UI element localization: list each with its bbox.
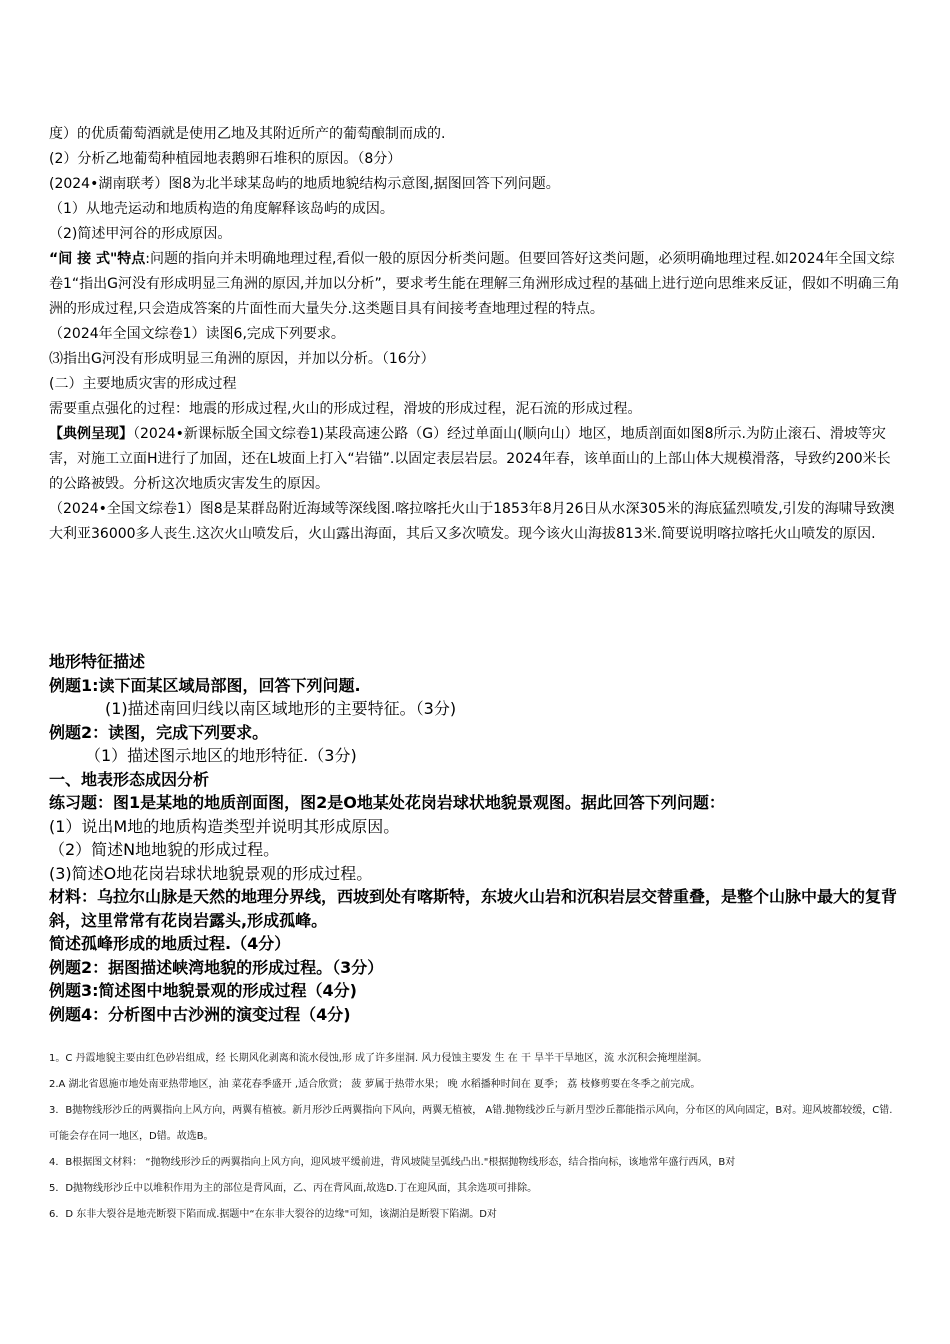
question-line: （1）描述图示地区的地形特征.（3分) <box>85 746 357 765</box>
answer-line: 2.A 湖北省恩施市地处南亚热带地区，油 菜花春季盛开 ,适合欣赏； 菠 萝属于热带水果； 晚 水稻播种时间在 夏季； 荔 枝修剪要在冬季之前完成。 <box>49 1079 701 1090</box>
question-line: 例题3:简述图中地貌景观的形成过程（4分) <box>49 981 357 1000</box>
text-line: 度）的优质葡萄酒就是使用乙地及其附近所产的葡萄酿制而成的. <box>49 126 446 142</box>
answer-line: 6．D 东非大裂谷是地壳断裂下陷而成.据题中“在东非大裂谷的边缘"可知，该湖泊是断裂下陷湖。D对 <box>49 1209 497 1220</box>
question-line: 简述孤峰形成的地质过程.（4分） <box>49 934 291 953</box>
text-line: 需要重点强化的过程：地震的形成过程,火山的形成过程，滑坡的形成过程，泥石流的形成过程。 <box>49 401 642 417</box>
answer-line: 1。C 丹霞地貌主要由红色砂岩组成，经 长期风化剥离和流水侵蚀,形 成了许多崖洞. 风力侵蚀主要发 生 在 干 旱半干旱地区，流 水沉积会掩埋崖洞。 <box>49 1053 708 1064</box>
text-line: (2024•湖南联考）图8为北半球某岛屿的地质地貌结构示意图,据图回答下列问题。 <box>49 176 560 192</box>
section-answers <box>49 1046 901 1228</box>
question-line: (1)描述南回归线以南区域地形的主要特征。（3分) <box>105 699 457 718</box>
paragraph-example <box>49 422 901 497</box>
paragraph-text: （2024•新课标版全国文综卷1)某段高速公路（G）经过单面山(顺向山）地区，地质剖面如图8所示.为防止滚石、滑坡等灾害，对施工立面H进行了加固，还在L坡面上打入“岩锚”.以固定表层岩层。2024年春，该单面山的上部山体大规模滑落，导致约200米长的公路被毁。分析这次地质灾害发生的原因。 <box>49 426 891 492</box>
question-line: 例题1:读下面某区域局部图，回答下列问题. <box>49 675 361 695</box>
paragraph-volcano: （2024•全国文综卷1）图8是某群岛附近海域等深线图.喀拉喀托火山于1853年8月26日从水深305米的海底猛烈喷发,引发的海啸导致澳大利亚36000多人丧生.这次火山喷发后，火山露出海面，其后又多次喷发。现今该火山海拔813米.简要说明喀拉喀托火山喷发的原因. <box>49 501 895 542</box>
text-line: （1）从地壳运动和地质构造的角度解释该岛屿的成因。 <box>49 201 394 217</box>
paragraph-indirect <box>49 247 901 322</box>
question-line: 例题4：分析图中古沙洲的演变过程（4分) <box>49 1004 351 1024</box>
question-line: (3)简述O地花岗岩球状地貌景观的形成过程。 <box>49 863 373 883</box>
answer-line: 3．B抛物线形沙丘的两翼指向上风方向，两翼有植被。新月形沙丘两翼指向下风向，两翼无植被， A错.抛物线沙丘与新月型沙丘都能指示风向，分布区的风向固定，B对。迎风坡都较缓，C错.可能会存在同一地区，D错。故选B。 <box>49 1105 893 1142</box>
question-line: (1）说出M地的地质构造类型并说明其形成原因。 <box>49 816 400 836</box>
text-line: (二）主要地质灾害的形成过程 <box>49 376 237 392</box>
heading: 一、地表形态成因分析 <box>49 769 210 789</box>
question-line: （2）简述N地地貌的形成过程。 <box>49 840 280 859</box>
heading: 地形特征描述 <box>49 652 146 671</box>
text-line: (2）分析乙地葡萄种植园地表鹅卵石堆积的原因。（8分） <box>49 151 402 167</box>
section-geological-processes <box>49 122 901 547</box>
section-terrain <box>49 650 901 1026</box>
question-line: 例题2：据图描述峡湾地貌的形成过程。（3分） <box>49 957 384 977</box>
text-line: （2024年全国文综卷1）读图6,完成下列要求。 <box>49 326 345 342</box>
answer-line: 4．B根据图文材料： “抛物线形沙丘的两翼指向上风方向，迎风坡平缓前进，背风坡陡呈弧线凸出."根据抛物线形态，结合指向标，该地常年盛行西风，B对 <box>49 1157 736 1168</box>
question-line: 练习题：图1是某地的地质剖面图，图2是O地某处花岗岩球状地貌景观图。据此回答下列问题： <box>49 793 725 812</box>
text-line: ⑶指出G河没有形成明显三角洲的原因，并加以分析。（16分） <box>49 351 435 367</box>
question-line: 例题2：读图，完成下列要求。 <box>49 722 269 742</box>
paragraph-text: :问题的指向并未明确地理过程,看似一般的原因分析类问题。但要回答好这类问题，必须明确地理过程.如2024年全国文综卷1“指出G河没有形成明显三角洲的原因,并加以分析”，要求考生能在理解三角洲形成过程的基础上进行逆向思维来反证，假如不明确三角洲的形成过程,只会造成答案的片面性而大量失分.这类题目具有间接考查地理过程的特点。 <box>49 251 900 317</box>
answer-line: 5．D抛物线形沙丘中以堆积作用为主的部位是背风面，乙、丙在背风面,故选D.丁在迎风面，其余选项可排除。 <box>49 1183 538 1194</box>
bold-prefix: 【典例呈现】 <box>49 426 133 442</box>
bold-prefix: “间 接 式"特点 <box>49 251 146 267</box>
text-line: （2)简述甲河谷的形成原因。 <box>49 226 232 242</box>
material-paragraph: 材料：乌拉尔山脉是天然的地理分界线，西坡到处有喀斯特，东坡火山岩和沉积岩层交替重叠，是整个山脉中最大的复背斜，这里常常有花岗岩露头,形成孤峰。 <box>49 887 898 930</box>
